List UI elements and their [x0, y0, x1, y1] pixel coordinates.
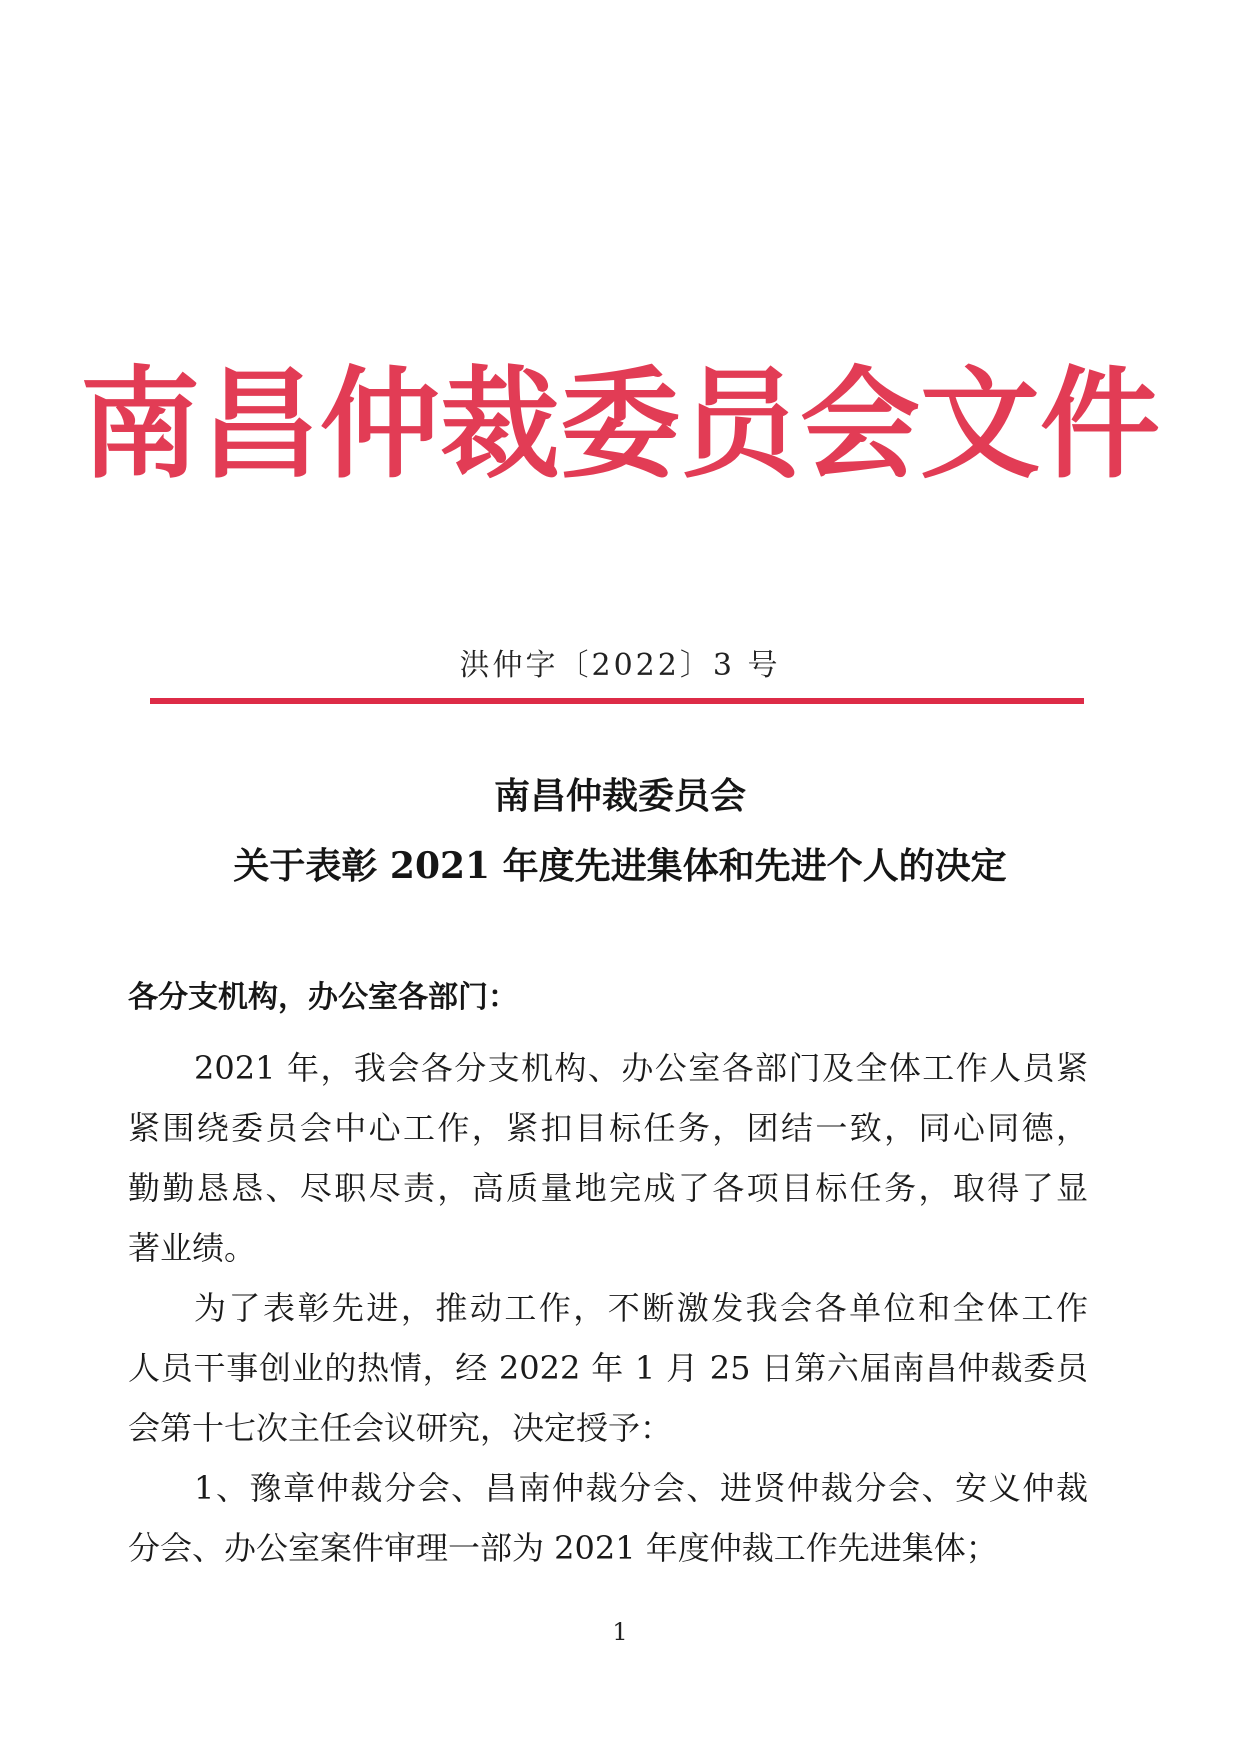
body-line: 著业绩。 [128, 1229, 257, 1267]
body-line: 人员干事创业的热情，经 2022 年 1 月 25 日第六届南昌仲裁委员 [128, 1349, 1088, 1387]
body-line: 会第十七次主任会议研究，决定授予： [128, 1409, 673, 1447]
document-title-issuer: 南昌仲裁委员会 [493, 775, 746, 817]
body-line: 分会、办公室案件审理一部为 2021 年度仲裁工作先进集体； [128, 1529, 998, 1567]
body-line: 2021 年，我会各分支机构、办公室各部门及全体工作人员紧 [194, 1049, 1088, 1087]
document-title-subject: 关于表彰 2021 年度先进集体和先进个人的决定 [233, 845, 1007, 887]
body-line: 为了表彰先进，推动工作，不断激发我会各单位和全体工作 [194, 1289, 1088, 1327]
document-salutation: 各分支机构，办公室各部门： [128, 980, 518, 1015]
document-body [128, 1038, 1088, 1578]
red-separator-rule [150, 698, 1084, 704]
body-line: 紧围绕委员会中心工作，紧扣目标任务，团结一致，同心同德， [128, 1109, 1088, 1147]
body-line: 1、豫章仲裁分会、昌南仲裁分会、进贤仲裁分会、安义仲裁 [194, 1469, 1088, 1507]
document-banner-title: 南昌仲裁委员会文件 [80, 354, 1160, 495]
page-number: 1 [612, 1618, 628, 1646]
document-reference-number: 洪仲字〔2022〕3 号 [459, 648, 781, 683]
body-line: 勤勤恳恳、尽职尽责，高质量地完成了各项目标任务，取得了显 [128, 1169, 1088, 1207]
